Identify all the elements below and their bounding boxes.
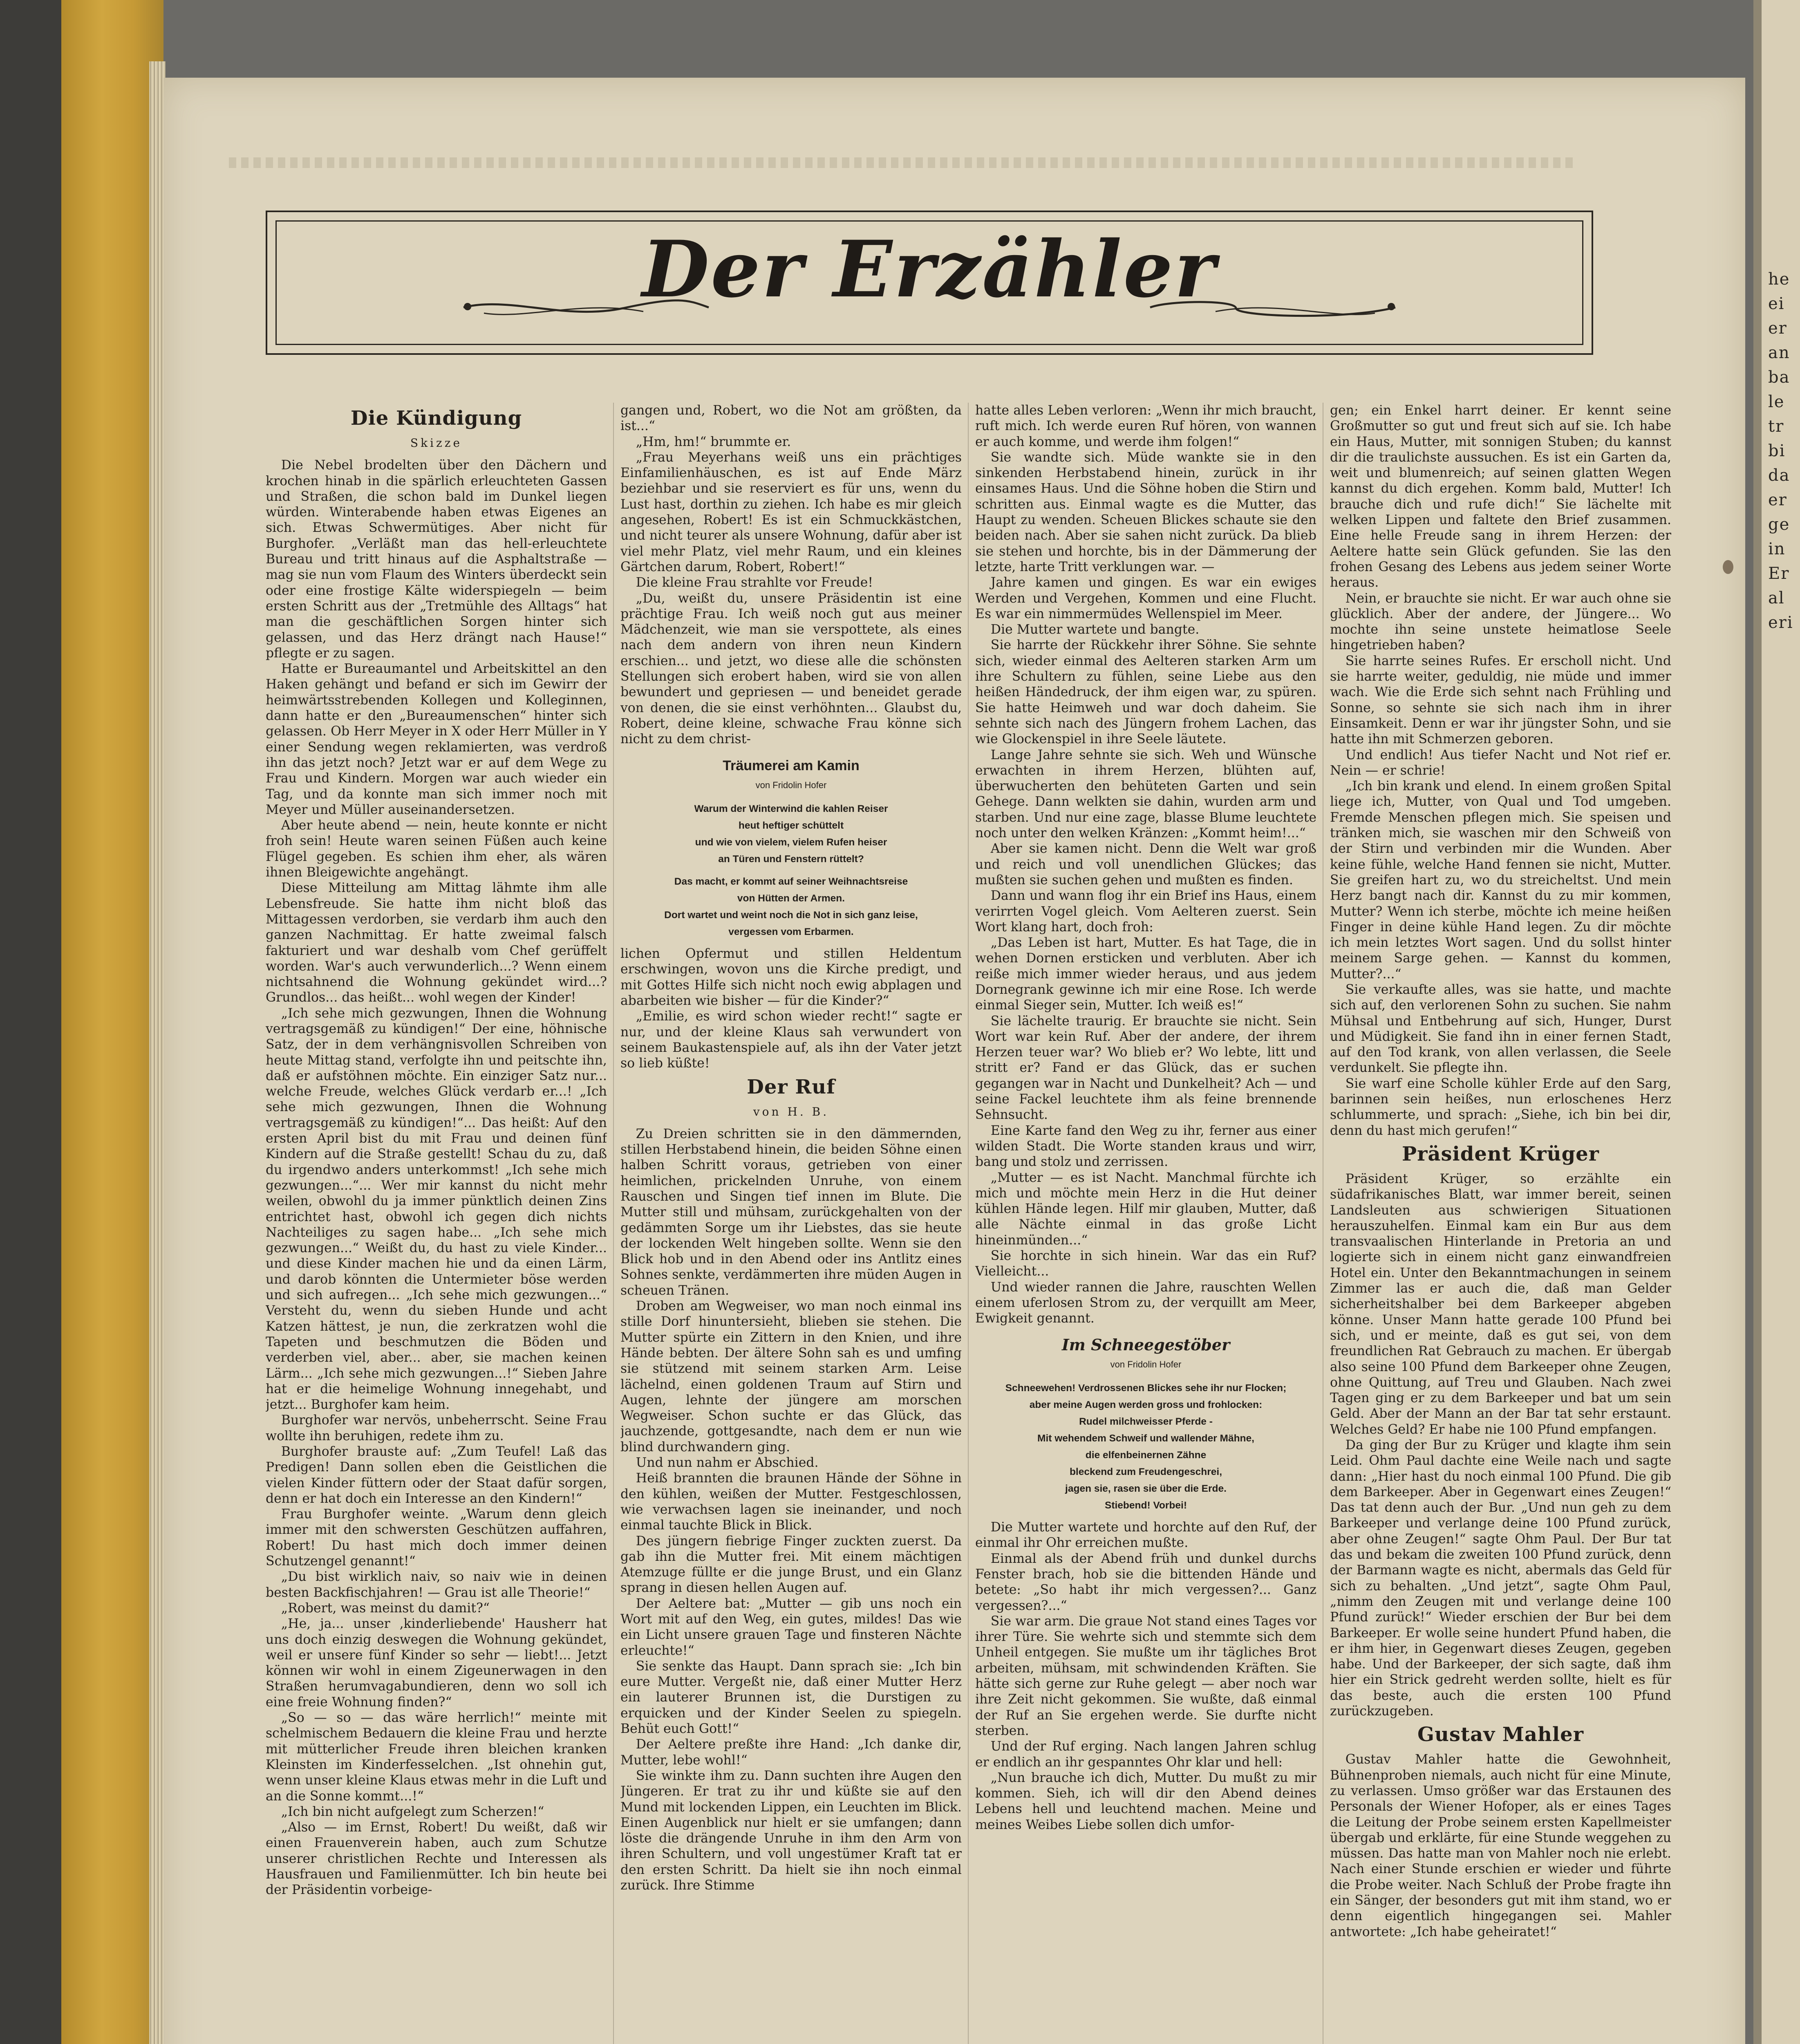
poem-line: an Türen und Fenstern rüttelt? bbox=[718, 854, 864, 865]
bleed-through-header bbox=[229, 157, 1578, 168]
article-paragraph: Sie war arm. Die graue Not stand eines Tages vor ihrer Türe. Sie wehrte sich und stemmte sich dem Unheil entgegen. Sie mußte um ihr tägliches Brot arbeiten, mühsam, mit schwindenden Kräften. Sie hätte sich gerne zur Ruhe gelegt — aber noch war ihre Zeit nicht gekommen. Sie wußte, daß einmal der Ruf an Sie ergehen werde. Sie durfte nicht sterben. bbox=[975, 1614, 1316, 1738]
article-paragraph: Sie warf eine Scholle kühler Erde auf den Sarg, barinnen sein heißes, nun erloschenes Herz schlummerte, und sprach: „Siehe, ich bin bei dir, denn du hast mich gerufen!“ bbox=[1330, 1076, 1671, 1138]
article-paragraph: „Ich bin nicht aufgelegt zum Scherzen!“ bbox=[281, 1804, 544, 1819]
article-subheading: von H. B. bbox=[753, 1105, 829, 1118]
column-rule bbox=[968, 403, 969, 2044]
poem-line: und wie von vielem, vielem Rufen heiser bbox=[695, 837, 887, 848]
facing-page-fragment: er bbox=[1768, 319, 1787, 338]
article-paragraph: „Emilie, es wird schon wieder recht!“ sagte er nur, und der kleine Klaus sah verwundert von seinem Baukastenspiele auf, als ihn der Vater jetzt so lieb küßte! bbox=[620, 1009, 962, 1071]
facing-page-fragment: al bbox=[1768, 589, 1785, 607]
poem-byline: von Fridolin Hofer bbox=[1110, 1359, 1182, 1369]
article-paragraph: „Mutter — es ist Nacht. Manchmal fürchte ich mich und möchte mein Herz in die Hut deiner kühlen Hände legen. Hilf mir glauben, Mutter, daß alle Nächte einmal in das große Licht hineinmünden...“ bbox=[975, 1170, 1316, 1248]
page-stack-edge bbox=[149, 61, 166, 2044]
poem-line: Dort wartet und weint noch die Not in sich ganz leise, bbox=[664, 910, 918, 921]
binding-cloth bbox=[61, 0, 163, 2044]
poem-line: Mit wehendem Schweif und wallender Mähne, bbox=[1037, 1433, 1254, 1444]
facing-page-fragment: le bbox=[1768, 392, 1785, 411]
column-rule bbox=[613, 403, 614, 2044]
article-paragraph: Sie senkte das Haupt. Dann sprach sie: „Ich bin eure Mutter. Vergeßt nie, daß einer Mutter Herz ein lauterer Brunnen ist, die Durstigen zu erquicken und der Kinder Seelen zu spiegeln. Behüt euch Gott!“ bbox=[620, 1659, 962, 1737]
ink-smudge bbox=[1723, 560, 1733, 574]
article-paragraph: „Das Leben ist hart, Mutter. Es hat Tage, die in wehen Dornen ersticken und verbluten. Aber ich reiße mich immer wieder heraus, und aus jedem Dornegrank gewinne ich mir eine Rose. Ich werde einmal Sieger sein, Mutter. Ich weiß es!“ bbox=[975, 935, 1316, 1013]
facing-page-gutter bbox=[1753, 0, 1762, 2044]
poem-line: Stiebend! Vorbei! bbox=[1104, 1500, 1187, 1511]
article-paragraph: Frau Burghofer weinte. „Warum denn gleich immer mit den schwersten Geschützen auffahren, Robert! Du hast mich doch immer deinen Schutzengel genannt!“ bbox=[266, 1507, 607, 1569]
article-heading: Gustav Mahler bbox=[1417, 1723, 1584, 1746]
poem-line: aber meine Augen werden gross und frohlocken: bbox=[1029, 1399, 1263, 1411]
article-heading: Präsident Krüger bbox=[1402, 1142, 1599, 1165]
poem-line: Das macht, er kommt auf seiner Weihnachtsreise bbox=[674, 876, 908, 888]
poem-stanza bbox=[620, 800, 962, 867]
article-paragraph: „Ich sehe mich gezwungen, Ihnen die Wohnung vertragsgemäß zu kündigen!“ Der eine, höhnische Satz, der in dem verhängnisvollen Schreiben von heute Mittag stand, verfolgte ihn und peitschte ihn, daß er aufstöhnen möchte. Ein einziger Satz nur... welche Freude, welches Glück verdarb er...! „Ich sehe mich gezwungen, Ihnen die Wohnung vertragsgemäß zu kündigen!“... Das heißt: Auf den ersten April bist du mit Frau und deinen fünf Kindern auf die Straße gestellt! Schau du zu, daß du irgendwo anders unterkommst! „Ich sehe mich gezwungen...“... Wer mir kannst du nicht mehr weilen, obwohl du ja immer pünktlich deinen Zins entrichtet hast, obwohl ich gegen dich nichts Nachteiliges zu sagen habe... „Ich sehe mich gezwungen...“ Weißt du, du hast zu viele Kinder... und diese Kinder machen hie und da einen Lärm, und darob könnten die Untermieter böse werden und sich aufregen... „Ich sehe mich gezwungen...“ Versteht du, wenn du sieben Hunde und acht Katzen hättest, je nun, die zerkratzen wohl die Tapeten und beschmutzen die Böden und verderben viel, aber... aber, sie machen keinen Lärm... „Ich sehe mich gezwungen...!“ Sieben Jahre hat er die heimelige Wohnung innegehabt, und jetzt... Burghofer kam heim. bbox=[266, 1006, 607, 1412]
article-paragraph: Lange Jahre sehnte sie sich. Weh und Wünsche erwachten in ihrem Herzen, blühten auf, überwucherten den behüteten Garten und sein Gehege. Dann welkten sie dahin, wurden arm und starben. Und nur eine zage, blasse Blume leuchtete noch unter den welken Kränzen: „Kommt heim!...“ bbox=[975, 747, 1316, 841]
article-paragraph: „So — so — das wäre herrlich!“ meinte mit schelmischem Bedauern die kleine Frau und herzte mit mütterlicher Freude ihren bleichen kranken Kleinsten im Kinderfesselchen. „Ist ohnehin gut, wenn unser kleine Klaus etwas mehr in die Luft und an die Sonne kommt...!“ bbox=[266, 1710, 607, 1804]
article-paragraph: Burghofer war nervös, unbeherrscht. Seine Frau wollte ihn beruhigen, redete ihm zu. bbox=[266, 1413, 607, 1443]
poem-line: von Hütten der Armen. bbox=[737, 893, 845, 904]
poem-line: jagen sie, rasen sie über die Erde. bbox=[1065, 1483, 1227, 1495]
article-paragraph: „Du, weißt du, unsere Präsidentin ist eine prächtige Frau. Ich weiß noch gut aus meiner Mädchenzeit, wie man sie verspottete, als eines nach dem andern von ihren neun Kindern erschien... und jetzt, wo diese alle die schönsten Stellungen sich erobert haben, wird sie von allen bewundert und gepriesen — und beneidet gerade von denen, die sie einst verhöhnten... Glaubst du, Robert, deine kleine, schwache Frau könne sich nicht zu dem christ- bbox=[620, 591, 962, 747]
column-2 bbox=[620, 403, 962, 2044]
poem-stanza bbox=[620, 873, 962, 940]
facing-page-fragment: tr bbox=[1768, 417, 1784, 436]
article-paragraph: Gustav Mahler hatte die Gewohnheit, Bühnenproben niemals, auch nicht für eine Minute, zu verlassen. Umso größer war das Erstaunen des Personals der Wiener Hofoper, als er eines Tages die Leitung der Probe seinem ersten Kapellmeister übergab und erklärte, für eine Stunde weggehen zu müssen. Das hatte man von Mahler noch nie erlebt. Nach einer Stunde erschien er wieder und führte die Probe weiter. Nach Schluß der Probe fragte ihn ein Sänger, der besonders gut mit ihm stand, wo er denn eigentlich hingegangen sei. Mahler antwortete: „Ich habe geheiratet!“ bbox=[1330, 1752, 1671, 1939]
article-paragraph: Sie lächelte traurig. Er brauchte sie nicht. Sein Wort war kein Ruf. Aber der andere, der ihrem Herzen teuer war? Wo blieb er? Wo lebte, litt und stritt er? Fand er das Glück, das er suchen gegangen war in Nacht und Dunkelheit? Ach — und seine Fackel leuchtete ihm als feine brennende Sehnsucht. bbox=[975, 1013, 1316, 1123]
column-1 bbox=[266, 403, 607, 2044]
article-paragraph: Und der Ruf erging. Nach langen Jahren schlug er endlich an ihr gespanntes Ohr klar und hell: bbox=[975, 1739, 1316, 1770]
poem-line: heut heftiger schüttelt bbox=[738, 820, 844, 831]
article-paragraph: Hatte er Bureaumantel und Arbeitskittel an den Haken gehängt und befand er sich im Gewirr der heimwärtsstrebenden Kollegen und Kolleginnen, dann hatte er den „Bureaumenschen“ hinter sich gelassen. Ob Herr Meyer in X oder Herr Müller in Y einer Sendung wegen reklamierten, was verdroß ihn das jetzt noch? Jetzt war er auf dem Wege zu Frau und Kindern. Morgen war auch wieder ein Tag, und da konnte man sich immer noch mit Meyer und Müller auseinandersetzen. bbox=[266, 661, 607, 817]
article-paragraph: Aber heute abend — nein, heute konnte er nicht froh sein! Heute waren seinen Füßen auch keine Flügel gegeben. Es schien ihm eher, als wären ihnen Bleigewichte angehängt. bbox=[266, 818, 607, 880]
binding-shadow bbox=[0, 0, 61, 2044]
poem-byline: von Fridolin Hofer bbox=[755, 780, 827, 790]
article-paragraph: Die Mutter wartete und bangte. bbox=[990, 622, 1200, 637]
column-4 bbox=[1330, 403, 1671, 2044]
poem-title: Im Schneegestöber bbox=[1061, 1335, 1230, 1354]
article-paragraph: Die kleine Frau strahlte vor Freude! bbox=[636, 575, 873, 590]
article-paragraph: Präsident Krüger, so erzählte ein südafrikanisches Blatt, war immer bereit, seinen Landsleuten aus schwierigen Situationen herauszuhelfen. Einmal kam ein Bur aus dem transvaalischen Hinterlande in Pretoria an und logierte sich in einem nicht ganz einwandfreien Hotel ein. Unter den Bekanntmachungen in seinem Zimmer las er auch die, daß man Gelder sicherheitshalber bei dem Barkeeper abgeben könne. Unser Mann hatte gerade 100 Pfund bei sich, und er meinte, daß es gut sei, von dem freundlichen Rat Gebrauch zu machen. Er übergab also seine 100 Pfund dem Barkeeper ohne Zeugen, ohne Quittung, auf Treu und Glauben. Nach zwei Tagen ging er zu dem Barkeeper und bat um sein Geld. Aber der Mann an der Bar tat sehr erstaunt. Welches Geld? Er habe nie 100 Pfund empfangen. bbox=[1330, 1171, 1671, 1437]
article-heading: Die Kündigung bbox=[350, 407, 522, 430]
article-paragraph: Sie harrte seines Rufes. Er erscholl nicht. Und sie harrte weiter, geduldig, nie müde und immer wach. Wie die Erde sich sehnt nach Frühling und Sonne, so sehnte sie sich nach ihm in ihrer Einsamkeit. Denn er war ihr jüngster Sohn, und sie hatte ihn mit Schmerzen geboren. bbox=[1330, 653, 1671, 747]
article-paragraph: Aber sie kamen nicht. Denn die Welt war groß und reich und voll unendlichen Glückes; das mußten sie suchen gehen und mußten es finden. bbox=[975, 841, 1316, 888]
poem-line: die elfenbeinernen Zähne bbox=[1085, 1450, 1207, 1461]
article-paragraph: „Also — im Ernst, Robert! Du weißt, daß wir einen Frauenverein haben, auch zum Schutze unserer christlichen Rechte und Interessen als Hausfrauen und Familienmütter. Ich bin heute bei der Präsidentin vorbeige- bbox=[266, 1820, 607, 1898]
facing-page-fragment: Er bbox=[1768, 564, 1790, 583]
poem-line: vergessen vom Erbarmen. bbox=[728, 926, 854, 938]
poem-line: Rudel milchweisser Pferde - bbox=[1079, 1416, 1213, 1428]
poem-title: Träumerei am Kamin bbox=[723, 758, 860, 773]
article-paragraph: Zu Dreien schritten sie in den dämmernden, stillen Herbstabend hinein, die beiden Söhne einen halben Schritt voraus, getrieben von einer heimlichen, prickelnden Unruhe, von einem Rauschen und Singen tief innen im Blute. Die Mutter still und mühsam, zurückgehalten von der gedämmten Sorge um ihr Liebstes, das sie heute der lockenden Welt hingeben sollte. Wenn sie den Blick hob und in den Abend oder ins Antlitz eines Sohnes senkte, verdämmerten ihre müden Augen in scheuen Tränen. bbox=[620, 1126, 962, 1298]
facing-page-fragment: bi bbox=[1768, 442, 1786, 460]
facing-page-fragment: an bbox=[1768, 343, 1790, 362]
article-paragraph: gangen und, Robert, wo die Not am größten, da ist...“ bbox=[620, 403, 962, 434]
article-paragraph: „Frau Meyerhans weiß uns ein prächtiges Einfamilienhäuschen, es ist auf Ende März beziehbar und sie reserviert es für uns, wenn du Lust hast, dorthin zu ziehen. Ich habe es mir gleich angesehen, Robert! Es ist ein Schmuckkästchen, und nicht teurer als unsere Wohnung, dafür aber ist viel mehr Platz, viel mehr Raum, und ein kleines Gärtchen darum, Robert, Robert!“ bbox=[620, 450, 962, 574]
article-paragraph: „Nun brauche ich dich, Mutter. Du mußt zu mir kommen. Sieh, ich will dir den Abend deines Lebens hell und leuchtend machen. Meine und meines Weibes Liebe sollen dich umfor- bbox=[975, 1770, 1316, 1832]
article-paragraph: Die Mutter wartete und horchte auf den Ruf, der einmal ihr Ohr erreichen mußte. bbox=[975, 1520, 1316, 1551]
article-paragraph: lichen Opfermut und stillen Heldentum erschwingen, wovon uns die Kirche predigt, und mit Gottes Hilfe sich nicht noch ewig abplagen und abarbeiten wie bisher — für die Kinder?“ bbox=[620, 946, 962, 1009]
masthead-right-swash bbox=[1146, 288, 1399, 325]
article-paragraph: „Ich bin krank und elend. In einem großen Spital liege ich, Mutter, von Qual und Tod umgeben. Fremde Menschen pflegen mich. Sie speisen und tränken mich, sie waschen mir den Schweiß von der Stirn und verbinden mir die Wunden. Aber keine fühle, welche Hand fennen sie nicht, Mutter. Sie greifen hart zu, wo du streicheltst. Und mein Herz bangt nach dir. Kannst du zu mir kommen, Mutter? Wenn ich sterbe, möchte ich meine heißen Finger in deine kühle Hand legen. Zu dir möchte ich mein letztes Wort sagen. Und du sollst hinter meinem Sarge gehen. — Kannst du kommen, Mutter?...“ bbox=[1330, 779, 1671, 982]
poem-stanza bbox=[975, 1380, 1316, 1514]
facing-page-fragment: in bbox=[1768, 540, 1786, 558]
facing-page-fragment: er bbox=[1768, 491, 1787, 509]
article-paragraph: Und wieder rannen die Jahre, rauschten Wellen einem uferlosen Strom zu, der verquillt am Meer, Ewigkeit genannt. bbox=[975, 1280, 1316, 1326]
article-paragraph: Sie harrte der Rückkehr ihrer Söhne. Sie sehnte sich, wieder einmal des Aelteren starken Arm um ihre Schultern zu fühlen, seine Liebe aus den heißen Händedruck, der ihm eigen war, zu spüren. Sie hatte Heimweh und war doch daheim. Sie sehnte sich nach des Jüngern frohem Lachen, das wie Glockenspiel in ihre Seele läutete. bbox=[975, 638, 1316, 747]
article-paragraph: gen; ein Enkel harrt deiner. Er kennt seine Großmutter so gut und freut sich auf sie. Ich habe ein Haus, Mutter, mit sonnigen Stuben; du kannst dir die traulichste aussuchen. Es ist ein Garten da, weit und blumenreich; auf seinen glatten Wegen kannst du dich ergehen. Komm bald, Mutter! Ich brauche dich und rufe dich!“ Sie lächelte mit welken Lippen und faltete den Brief zusammen. Eine helle Freude sang in ihrem Herzen: der Aeltere hatte sein Glück gefunden. Sie las den frohen Gesang des Lebens aus jedem seiner Worte heraus. bbox=[1330, 403, 1671, 590]
article-paragraph: Da ging der Bur zu Krüger und klagte ihm sein Leid. Ohm Paul dachte eine Weile nach und sagte dann: „Hier hast du noch einmal 100 Pfund. Die gib dem Barkeeper. Aber in Gegenwart eines Zeugen!“ Das tat denn auch der Bur. „Und nun geh zu dem Barkeeper und verlange deine 100 Pfund zurück, aber ohne Zeugen!“ sagte Ohm Paul. Der Bur tat das und bekam die zweiten 100 Pfund zurück, denn der Barmann wagte es nicht, abermals das Geld für sich zu behalten. „Und jetzt“, sagte Ohm Paul, „nimm den Zeugen mit und verlange deine 100 Pfund zurück!“ Wieder erschien der Bur bei dem Barkeeper. Er wolle seine hundert Pfund haben, die er ihm hier, in Gegenwart dieses Zeugen, gegeben habe. Und der Barkeeper, der sich sagte, daß ihm hier ein Strick gedreht werden sollte, hielt es für das beste, auch die ersten 100 Pfund zurückzugeben. bbox=[1330, 1438, 1671, 1719]
facing-page-fragment: da bbox=[1768, 466, 1790, 485]
article-paragraph: Des jüngern fiebrige Finger zuckten zuerst. Da gab ihn die Mutter frei. Mit einem mächtigen Atemzuge füllte er die junge Brust, und ein Glanz sprang in diesen hellen Augen auf. bbox=[620, 1533, 962, 1596]
article-paragraph: Sie horchte in sich hinein. War das ein Ruf? Vielleicht... bbox=[975, 1248, 1316, 1279]
masthead-title: Der Erzähler bbox=[642, 224, 1217, 315]
article-paragraph: Der Aeltere preßte ihre Hand: „Ich danke dir, Mutter, lebe wohl!“ bbox=[620, 1737, 962, 1768]
article-subheading: Skizze bbox=[410, 436, 463, 450]
article-paragraph: Sie winkte ihm zu. Dann suchten ihre Augen den Jüngeren. Er trat zu ihr und küßte sie auf den Mund mit lockenden Lippen, ein Leuchten im Blick. Einen Augenblick nur hielt er sie umfangen; dann löste die drängende Unruhe in ihm den Arm von ihren Schultern, und voll ungestümer Kraft tat er den ersten Schritt. Da hielt sie ihn noch einmal zurück. Ihre Stimme bbox=[620, 1768, 962, 1893]
article-paragraph: hatte alles Leben verloren: „Wenn ihr mich braucht, ruft mich. Ich werde euren Ruf hören, von wannen er auch komme, und werde ihm folgen!“ bbox=[975, 403, 1316, 449]
facing-page-fragment: eri bbox=[1768, 613, 1793, 632]
article-paragraph: „Hm, hm!“ brummte er. bbox=[636, 434, 791, 449]
article-paragraph: Und nun nahm er Abschied. bbox=[636, 1455, 819, 1470]
facing-page-fragment: ge bbox=[1768, 515, 1790, 534]
article-paragraph: Sie wandte sich. Müde wankte sie in den sinkenden Herbstabend hinein, zurück in ihr einsames Haus. Und die Söhne hoben die Stirn und schritten aus. Einmal wagte es die Mutter, das Haupt zu wenden. Scheuen Blickes schaute sie den beiden nach. Aber sie sahen nicht zurück. Da blieb sie stehen und horchte, bis in der Dämmerung der letzte, harte Tritt verklungen war. — bbox=[975, 450, 1316, 574]
article-paragraph: Jahre kamen und gingen. Es war ein ewiges Werden und Vergehen, Kommen und eine Flucht. Es war ein nimmermüdes Wellenspiel im Meer. bbox=[975, 575, 1316, 621]
column-3 bbox=[975, 403, 1316, 2044]
article-paragraph: Droben am Wegweiser, wo man noch einmal ins stille Dorf hinuntersieht, blieben sie stehen. Die Mutter spürte ein Zittern in den Knien, und ihre Hände bebten. Der ältere Sohn sah es und umfing sie stützend mit seinem starken Arm. Leise lächelnd, einen goldenen Traum auf Stirn und Augen, lehnte der jüngere am morschen Wegweiser. Schon suchte er das Glück, das jauchzende, gottgesandte, nach dem er nun wie blind durchwandern ging. bbox=[620, 1299, 962, 1455]
article-paragraph: Einmal als der Abend früh und dunkel durchs Fenster brach, hob sie die bittenden Hände und betete: „So habt ihr mich vergessen?... Ganz vergessen?...“ bbox=[975, 1551, 1316, 1613]
article-paragraph: Und endlich! Aus tiefer Nacht und Not rief er. Nein — er schrie! bbox=[1330, 747, 1671, 778]
facing-page-fragment: ei bbox=[1768, 294, 1785, 313]
article-paragraph: Sie verkaufte alles, was sie hatte, und machte sich auf, den verlorenen Sohn zu suchen. Sie nahm Mühsal und Entbehrung auf sich, Hunger, Durst und Müdigkeit. Sie fand ihn in einer fernen Stadt, auf den Tod krank, von allen verlassen, die Seele verdunkelt. Sie pflegte ihn. bbox=[1330, 982, 1671, 1076]
article-paragraph: Dann und wann flog ihr ein Brief ins Haus, einem verirrten Vogel gleich. Vom Aelteren zuerst. Sein Wort klang hart, doch froh: bbox=[975, 888, 1316, 935]
poem-line: Warum der Winterwind die kahlen Reiser bbox=[694, 803, 888, 815]
poem-line: Schneewehen! Verdrossenen Blickes sehe ihr nur Flocken; bbox=[1005, 1383, 1287, 1394]
article-paragraph: Diese Mitteilung am Mittag lähmte ihm alle Lebensfreude. Sie hatte ihm nicht bloß das Mittagessen verdorben, sie verdarb ihm auch den ganzen Nachmittag. Er hatte zweimal falsch fakturiert und war deshalb vom Chef gerüffelt worden. War's auch verwunderlich...? Wenn einem nichtsahnend die Wohnung gekündet wird...? Grundlos... das heißt... wohl wegen der Kinder! bbox=[266, 881, 607, 1005]
facing-page-fragment: he bbox=[1768, 270, 1790, 289]
masthead-left-swash bbox=[459, 288, 713, 325]
masthead-frame bbox=[266, 211, 1593, 355]
poem-line: bleckend zum Freudengeschrei, bbox=[1069, 1466, 1222, 1478]
article-paragraph: Burghofer brauste auf: „Zum Teufel! Laß das Predigen! Dann sollen eben die Geistlichen die vielen Kinder füttern oder der Staat dafür sorgen, denn er hat doch ein Interesse an den Kindern!“ bbox=[266, 1444, 607, 1506]
article-paragraph: Die Nebel brodelten über den Dächern und krochen hinab in die spärlich erleuchteten Gassen und Straßen, die schon bald im Dunkel liegen würden. Winterabende haben etwas Eigenes an sich. Etwas Schwermütiges. Aber nicht für Burghofer. „Verläßt man das hell-erleuchtete Bureau und tritt hinaus auf die Asphaltstraße — mag sie nun vom Flaum des Winters überdeckt sein oder eine frostige Kälte widerspiegeln — beim ersten Schritt aus der „Tretmühle des Alltags“ hat man die geschäftlichen Sorgen hinter sich gelassen, und das Herz drängt nach Hause!“ pflegte er zu sagen. bbox=[266, 458, 607, 661]
article-paragraph: Nein, er brauchte sie nicht. Er war auch ohne sie glücklich. Aber der andere, der Jüngere... Wo mochte ihn seine unstete heimatlose Seele hingetrieben haben? bbox=[1330, 591, 1671, 653]
facing-page-edge bbox=[1753, 0, 1800, 2044]
article-paragraph: „Du bist wirklich naiv, so naiv wie in deinen besten Backfischjahren! — Grau ist alle Theorie!“ bbox=[266, 1569, 607, 1600]
article-paragraph: Der Aeltere bat: „Mutter — gib uns noch ein Wort mit auf den Weg, ein gutes, mildes! Das wie ein Licht unsere grauen Tage und finsteren Nächte erleuchte!“ bbox=[620, 1596, 962, 1658]
article-paragraph: „He, ja... unser ‚kinderliebende' Hausherr hat uns doch einzig deswegen die Wohnung gekündet, weil er unsere fünf Kinder so sehr — liebt!... Jetzt können wir wohl in einem Zigeunerwagen in den Straßen herumvagabundieren, denn wo soll ich eine freie Wohnung finden?“ bbox=[266, 1616, 607, 1710]
article-paragraph: Eine Karte fand den Weg zu ihr, ferner aus einer wilden Stadt. Die Worte standen kraus und wirr, bang und stolz und zerrissen. bbox=[975, 1123, 1316, 1170]
facing-page-fragment: ba bbox=[1768, 368, 1790, 387]
article-paragraph: „Robert, was meinst du damit?“ bbox=[281, 1600, 490, 1616]
article-paragraph: Heiß brannten die braunen Hände der Söhne in den kühlen, weißen der Mutter. Festgeschlossen, wie verwachsen lagen sie ineinander, und noch einmal tauchte Blick in Blick. bbox=[620, 1471, 962, 1533]
article-heading: Der Ruf bbox=[747, 1075, 835, 1098]
